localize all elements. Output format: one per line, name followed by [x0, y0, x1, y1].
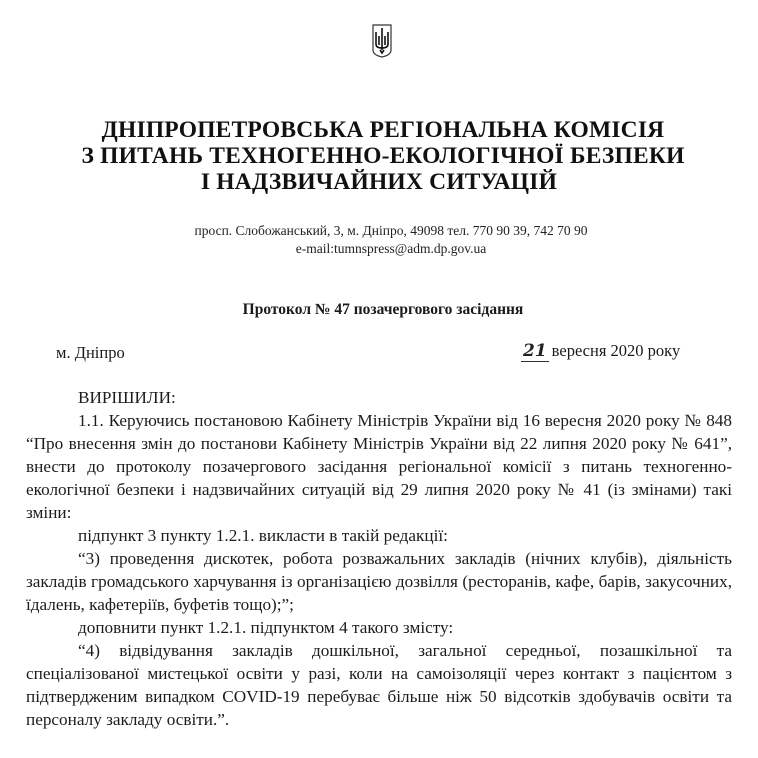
protocol-date [521, 341, 680, 362]
date-day-handwritten: 21 [523, 341, 547, 361]
date-month-year: вересня 2020 року [551, 341, 681, 360]
paragraph-subpoint-4-text: “4) відвідування закладів дошкільної, загальної середньої, позашкільної та спеціалізованої мистецької освіти у разі, коли на самоізоляції через контакт з пацієнтом з підтвердженим випадком COVID-19 перебуває більше ніж 50 відсотків здобувачів освіти та персоналу закладу освіти.”. [26, 641, 732, 729]
paragraph-subpoint-4-intro: доповнити пункт 1.2.1. підпунктом 4 такого змісту: [78, 618, 454, 637]
document-body [26, 386, 732, 731]
protocol-title: Протокол № 47 позачергового засідання [242, 301, 524, 318]
paragraph-1-1: 1.1. Керуючись постановою Кабінету Міністрів України від 16 вересня 2020 року № 848 “Про внесення змін до постанови Кабінету Міністрів України від 22 липня 2020 року № 641”, внести до протоколу позачергового засідання регіональної комісії з питань техногенно-екологічної безпеки і надзвичайних ситуацій від 29 липня 2020 року № 41 (із змінами) такі зміни: [26, 411, 732, 522]
paragraph-subpoint-3-text: “3) проведення дискотек, робота розважальних закладів (нічних клубів), діяльність закладів громадського харчування із організацією дозвілля (ресторанів, кафе, барів, закусочних, їдалень, кафетеріїв, буфетів тощо);”; [26, 549, 732, 614]
protocol-city: м. Дніпро [56, 343, 125, 362]
org-name-line-2: З ПИТАНЬ ТЕХНОГЕННО-ЕКОЛОГІЧНОЇ БЕЗПЕКИ [81, 143, 685, 169]
org-name-line-1: ДНІПРОПЕТРОВСЬКА РЕГІОНАЛЬНА КОМІСІЯ [101, 117, 665, 143]
paragraph-subpoint-3-intro: підпункт 3 пункту 1.2.1. викласти в такій редакції: [78, 526, 448, 545]
trident-coat-of-arms-icon [372, 24, 392, 58]
org-address: просп. Слобожанський, 3, м. Дніпро, 49098 тел. 770 90 39, 742 70 90 [194, 223, 588, 238]
decided-heading: ВИРІШИЛИ: [78, 388, 176, 407]
org-email: e-mail:tumnspress@adm.dp.gov.ua [295, 241, 487, 256]
org-name-line-3: І НАДЗВИЧАЙНИХ СИТУАЦІЙ [200, 169, 558, 195]
